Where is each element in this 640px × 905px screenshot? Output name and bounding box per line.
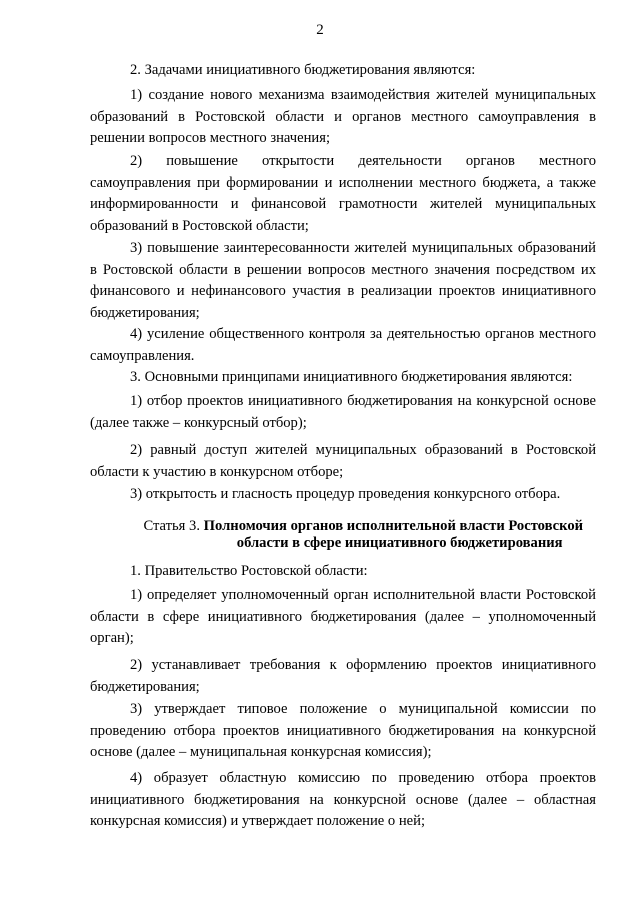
article-title [204,518,596,552]
paragraph: 3. Основными принципами инициативного бюджетирования являются: [130,369,573,385]
paragraph: 3) открытость и гласность процедур проведения конкурсного отбора. [130,486,561,502]
paragraph: 2) устанавливает требования к оформлению проектов инициативного бюджетирования; [90,657,596,695]
article-prefix: Статья 3. [143,518,200,534]
paragraph: 2) равный доступ жителей муниципальных образований в Ростовской области к участию в конкурсном отборе; [90,442,596,480]
paragraph: 4) образует областную комиссию по проведению отбора проектов инициативного бюджетирования на конкурсной основе (далее – областная конкурсная комиссия) и утверждает положение о ней; [90,770,596,829]
paragraph: 1. Правительство Ростовской области: [130,563,368,579]
paragraph: 1) создание нового механизма взаимодействия жителей муниципальных образований в Ростовской области и органов местного самоуправления в решении вопросов местного значения; [90,87,596,146]
paragraph: 2. Задачами инициативного бюджетирования являются: [130,62,476,78]
article-title-line1: Полномочия органов исполнительной власти Ростовской [203,518,584,534]
paragraph: 3) утверждает типовое положение о муниципальной комиссии по проведению отбора проектов инициативного бюджетирования на конкурсной основе (далее – муниципальная конкурсная комиссия); [90,701,596,760]
paragraph: 2) повышение открытости деятельности органов местного самоуправления при формировании и исполнении местного бюджета, а также информированности и финансовой грамотности жителей муниципальных образований в Ростовской области; [90,153,596,234]
article-title-line2: области в сфере инициативного бюджетирования [236,535,563,551]
paragraph: 3) повышение заинтересованности жителей муниципальных образований в Ростовской области в решении вопросов местного значения посредством их финансового и нефинансового участия в реализации проектов инициативного бюджетирования; [90,240,596,321]
article-heading [90,518,596,552]
page-number: 2 [316,22,324,38]
paragraph: 1) определяет уполномоченный орган исполнительной власти Ростовской области в сфере инициативного бюджетирования (далее – уполномоченный орган); [90,587,596,646]
paragraph: 1) отбор проектов инициативного бюджетирования на конкурсной основе (далее также – конкурсный отбор); [90,393,596,431]
paragraph: 4) усиление общественного контроля за деятельностью органов местного самоуправления. [90,326,596,364]
